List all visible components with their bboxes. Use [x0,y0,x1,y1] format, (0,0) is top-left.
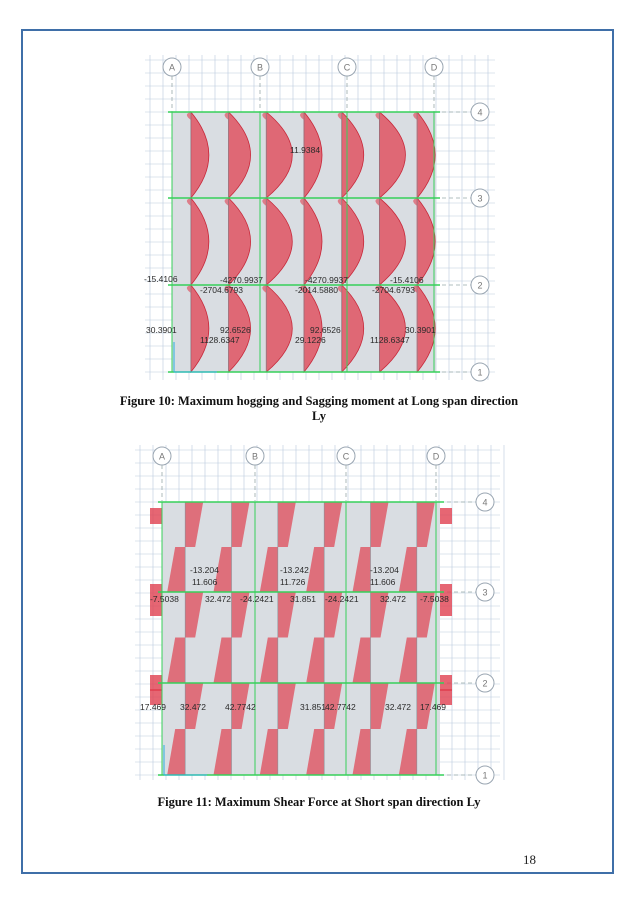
figure-10-caption-line1: Figure 10: Maximum hogging and Sagging moment at Long span direction [119,394,519,408]
grid-bubble-label: 1 [482,770,488,781]
moment-value-label: -2014.5880 [295,285,339,295]
edge-shear-bar [440,508,452,524]
slab-area [162,502,440,775]
shear-value-label: 11.726 [280,577,306,587]
moment-value-label: -4270.9937 [305,275,349,285]
moment-value-label: 30.3901 [405,325,436,335]
figure-10-caption-line2: Ly [312,409,326,423]
grid-bubble-label: 1 [477,367,483,378]
shear-value-label: 11.606 [192,577,218,587]
grid-bubble-label: 3 [477,193,483,204]
shear-value-label: -13.204 [370,565,399,575]
shear-value-label: -7.5038 [420,594,449,604]
shear-value-label: 31.851 [290,594,316,604]
grid-bubble-label: A [158,451,166,462]
shear-value-label: 32.472 [385,702,411,712]
moment-value-label: 92.6526 [220,325,251,335]
shear-value-label: -13.242 [280,565,309,575]
moment-value-label: 30.3901 [146,325,177,335]
grid-bubble-label: 2 [482,678,488,689]
moment-value-label: 92.6526 [310,325,341,335]
shear-value-label: 32.472 [180,702,206,712]
grid-bubble-label: C [342,451,350,462]
shear-value-label: 32.472 [205,594,231,604]
moment-value-label: 11.9384 [290,145,321,155]
shear-value-label: 42.7742 [325,702,356,712]
figure-11-shear-diagram [130,440,505,785]
shear-value-label: 11.606 [370,577,396,587]
shear-value-label: 42.7742 [225,702,256,712]
grid-bubble-label: 4 [482,497,488,508]
edge-shear-bar [150,508,162,524]
grid-bubble-label: 3 [482,587,488,598]
grid-bubble-label: A [168,62,176,73]
grid-bubble-label: C [343,62,351,73]
grid-bubble-label: 4 [477,107,483,118]
moment-value-label: 1128.6347 [200,335,240,345]
moment-value-label: 1128.6347 [370,335,410,345]
shear-value-label: 31.851 [300,702,326,712]
shear-value-label: 17.469 [140,702,166,712]
moment-value-label: -15.4106 [144,274,178,284]
grid-bubble-label: D [430,62,438,73]
moment-value-label: -2704.6793 [200,285,244,295]
page-number: 18 [523,852,536,867]
grid-bubble-label: 2 [477,280,483,291]
figure-10-caption [60,394,578,424]
moment-value-label: -15.4106 [390,275,424,285]
shear-value-label: 17.469 [420,702,446,712]
grid-bubble-label: B [251,451,259,462]
grid-bubble-label: B [256,62,264,73]
moment-value-label: -2704.6793 [372,285,416,295]
figure-10-moment-diagram [140,50,500,385]
shear-value-label: -24.2421 [325,594,359,604]
shear-value-label: -24.2421 [240,594,274,604]
shear-value-label: -7.5038 [150,594,179,604]
moment-value-label: 29.1226 [295,335,326,345]
shear-value-label: 32.472 [380,594,406,604]
shear-value-label: -13.204 [190,565,219,575]
figure-11-caption: Figure 11: Maximum Shear Force at Short span direction Ly [157,795,481,809]
moment-value-label: -4270.9937 [220,275,264,285]
grid-bubble-label: D [432,451,440,462]
